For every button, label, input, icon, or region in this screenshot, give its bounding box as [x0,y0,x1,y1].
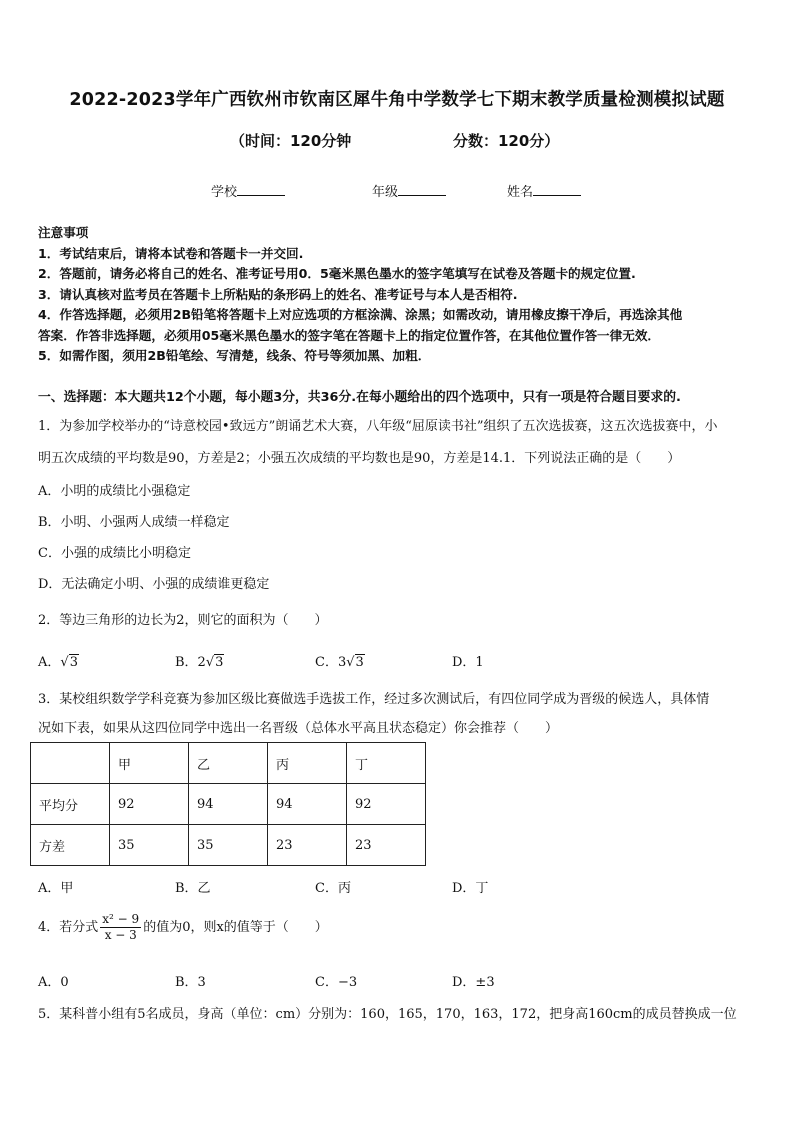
table-cell [31,743,110,784]
q1-stem-line: 明五次成绩的平均数是90，方差是2；小强五次成绩的平均数也是90，方差是14.1．下列说法正确的是（ ） [38,451,681,466]
fraction-denominator: x − 3 [104,928,137,942]
sqrt-symbol: √3 [346,655,364,670]
table-cell: 平均分 [31,784,110,825]
table-cell: 35 [189,825,268,866]
q5-stem-line: 5．某科普小组有5名成员，身高（单位：cm）分别为：160，165，170，163，172，把身高160cm的成员替换成一位 [38,1007,737,1022]
notice-item: 5．如需作图，须用2B铅笔绘、写清楚，线条、符号等须加黑、加粗． [38,348,431,363]
table-cell: 23 [268,825,347,866]
q4-option-b: B．3 [175,975,206,990]
radicand: 3 [69,655,78,670]
q4-stem [38,912,763,943]
sqrt-symbol: √3 [205,655,224,670]
q3-option-c: C．丙 [315,881,351,896]
table-cell: 35 [110,825,189,866]
q3-option-b: B．乙 [175,881,211,896]
notice-item: 3．请认真核对监考员在答题卡上所粘贴的条形码上的姓名、准考证号与本人是否相符. [38,286,518,302]
q2-option-a-label: A． [38,655,61,670]
q2-stem: 2．等边三角形的边长为2，则它的面积为（ ） [38,613,328,628]
q1-option-a: A．小明的成绩比小强稳定 [38,484,191,499]
q4-suffix: 的值为0，则x的值等于（ ） [143,920,328,935]
candidate-score-table [30,742,426,866]
grade-blank[interactable] [398,183,446,196]
table-row [31,825,426,866]
q2-option-c-label: C．3 [315,655,347,670]
table-cell: 甲 [110,743,189,784]
table-cell: 92 [110,784,189,825]
q2-option-b-label: B．2 [175,655,206,670]
radicand: 3 [215,655,224,670]
q2-option-d: D．1 [452,655,484,670]
q2-option-b [175,651,224,670]
notice-block [38,223,758,367]
table-cell: 94 [268,784,347,825]
name-label: 姓名 [507,185,534,200]
table-cell: 92 [347,784,426,825]
notice-item: 1．考试结束后，请将本试卷和答题卡一并交回. [38,245,304,261]
q4-prefix: 4．若分式 [38,920,99,935]
table-cell: 丙 [268,743,347,784]
school-label: 学校 [211,185,238,200]
notice-heading: 注意事项 [38,225,89,240]
grade-label: 年级 [372,185,399,200]
q1-stem-line: 1．为参加学校举办的“诗意校园•致远方”朗诵艺术大赛，八年级“屈原读书社”组织了五次选拔赛，这五次选拔赛中，小 [38,419,718,434]
notice-item: 答案．作答非选择题，必须用05毫米黑色墨水的签字笔在答题卡上的指定位置作答，在其他位置作答一律无效． [38,327,661,343]
table-cell: 94 [189,784,268,825]
q3-stem-line: 3．某校组织数学学科竞赛为参加区级比赛做选手选拔工作，经过多次测试后，有四位同学成为晋级的候选人，具体情 [38,692,710,707]
sqrt-symbol: √3 [60,655,78,670]
q4-option-d: D．±3 [452,975,495,990]
notice-item: 4．作答选择题，必须用2B铅笔将答题卡上对应选项的方框涂满、涂黑；如需改动，请用橡皮擦干净后，再选涂其他 [38,307,683,322]
q3-stem-line: 况如下表，如果从这四位同学中选出一名晋级（总体水平高且状态稳定）你会推荐（ ） [38,721,559,736]
q1-option-b: B．小明、小强两人成绩一样稳定 [38,515,230,530]
table-cell: 乙 [189,743,268,784]
table-cell: 23 [347,825,426,866]
school-field [211,181,285,200]
q4-option-a: A．0 [38,975,69,990]
notice-item: 2．答题前，请务必将自己的姓名、准考证号用0．5毫米黑色墨水的签字笔填写在试卷及答题卡的规定位置. [38,266,636,281]
section-heading: 一、选择题：本大题共12个小题，每小题3分，共36分.在每小题给出的四个选项中，只有一项是符合题目要求的. [38,390,681,405]
school-blank[interactable] [237,183,285,196]
table-row [31,784,426,825]
radicand: 3 [355,655,364,670]
q2-option-a [38,651,79,670]
q1-option-d: D．无法确定小明、小强的成绩谁更稳定 [38,577,270,592]
name-blank[interactable] [533,183,581,196]
name-field [507,181,581,200]
grade-field [372,181,446,200]
table-cell: 丁 [347,743,426,784]
table-header-row [31,743,426,784]
time-limit: （时间：120分钟 [230,132,352,150]
q1-option-c: C．小强的成绩比小明稳定 [38,546,191,561]
total-score: 分数：120分） [453,132,560,150]
fraction [100,912,141,943]
table-cell: 方差 [31,825,110,866]
q3-option-d: D．丁 [452,881,489,896]
q3-option-a: A．甲 [38,881,74,896]
fraction-numerator: x² − 9 [102,912,140,926]
page-title: 2022-2023学年广西钦州市钦南区犀牛角中学数学七下期末教学质量检测模拟试题 [69,90,725,110]
q4-option-c: C．−3 [315,975,358,990]
q2-option-c [315,651,365,670]
